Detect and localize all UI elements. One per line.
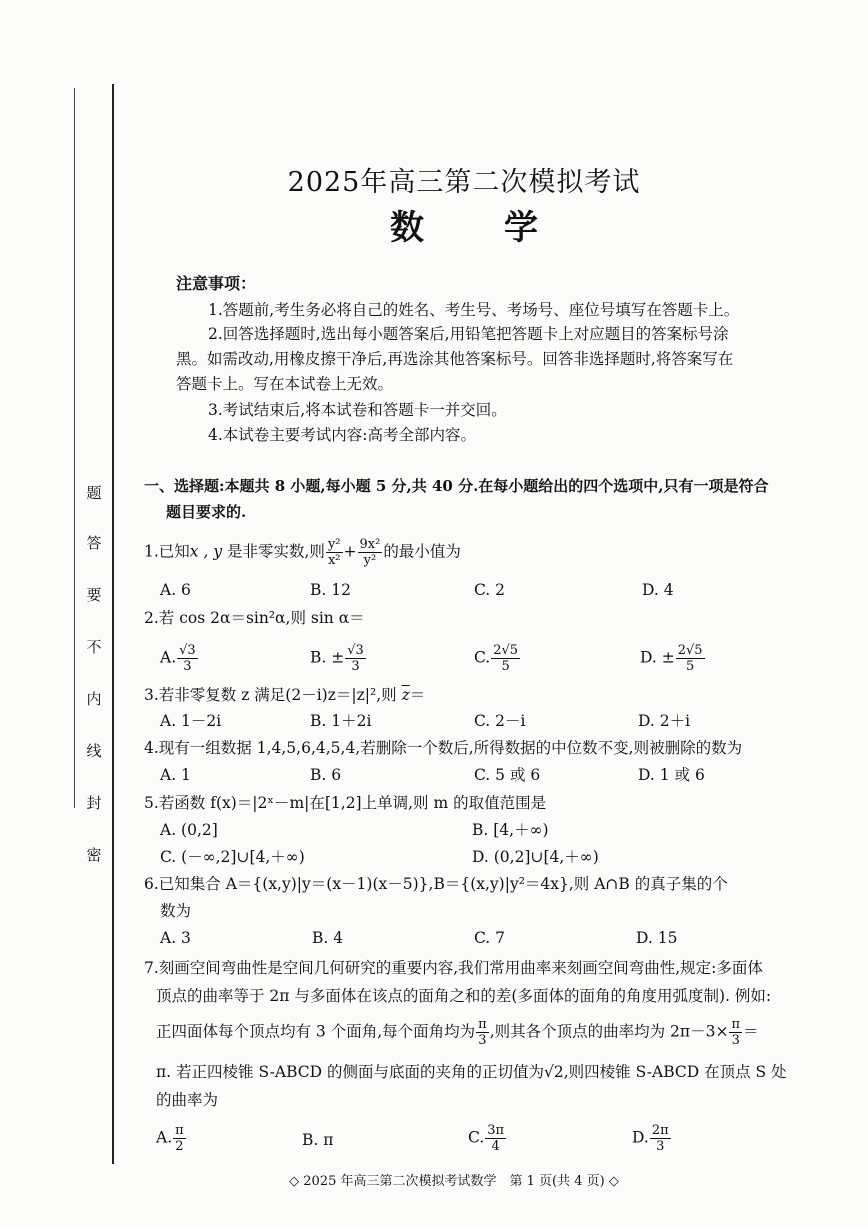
option-c: C. $\frac{3\pi}{4}$ bbox=[468, 1123, 505, 1154]
section-heading-cont: 题目要求的. bbox=[166, 503, 247, 521]
option-d: D. 4 bbox=[642, 581, 674, 599]
option-a: A. 3 bbox=[160, 929, 191, 947]
binding-char: 答 bbox=[86, 534, 102, 552]
fraction: $\frac{\text{y²}}{\text{x²}}$ bbox=[327, 537, 341, 568]
notice-line: 4.本试卷主要考试内容:高考全部内容。 bbox=[208, 426, 477, 444]
option-b: B. 4 bbox=[312, 929, 344, 947]
option-d: D. 1 或 6 bbox=[638, 766, 705, 784]
option-d: D. 2＋i bbox=[638, 712, 691, 730]
question-7-stem: 的曲率为 bbox=[156, 1091, 219, 1109]
option-b: B. 12 bbox=[310, 581, 351, 599]
option-a: A. (0,2] bbox=[160, 821, 218, 839]
binding-char: 题 bbox=[86, 484, 102, 502]
binding-char: 封 bbox=[86, 794, 102, 812]
option-c: C. (－∞,2]∪[4,＋∞) bbox=[160, 848, 305, 866]
question-4-stem: 4.现有一组数据 1,4,5,6,4,5,4,若删除一个数后,所得数据的中位数不变,则被删除的数为 bbox=[144, 739, 743, 757]
question-1-stem: 1.已知x , y 是非零实数,则 $\frac{\text{y²}}{\text{x²}}$ + $\frac{\text{9x²}}{\text{y²}}$ 的最小值为 bbox=[144, 537, 461, 568]
question-3-stem: 3.若非零复数 z 满足(2－i)z＝|z|²,则 $\overline{z}=$ bbox=[144, 686, 426, 704]
option-a: A. $\frac{\pi}{2}$ bbox=[156, 1123, 184, 1154]
option-b: B. ± $\frac{√3}{3}$ bbox=[310, 643, 364, 674]
notice-line: 2.回答选择题时,选出每小题答案后,用铅笔把答题卡上对应题目的答案标号涂 bbox=[208, 325, 729, 343]
subject-char: 数 bbox=[390, 208, 424, 248]
option-b: B. π bbox=[302, 1131, 334, 1149]
option-a: A. 1－2i bbox=[160, 712, 222, 730]
option-b: B. 6 bbox=[310, 766, 342, 784]
fraction: $\frac{\text{9x²}}{\text{y²}}$ bbox=[359, 537, 381, 568]
section-heading: 一、选择题:本题共 8 小题,每小题 5 分,共 40 分.在每小题给出的四个选项中,只有一项是符合 bbox=[144, 477, 769, 495]
option-b: B. [4,＋∞) bbox=[472, 821, 549, 839]
exam-title: 2025年高三第二次模拟考试 bbox=[287, 167, 641, 198]
question-6-stem: 6.已知集合 A＝{(x,y)|y＝(x－1)(x－5)},B＝{(x,y)|y²＝4x},则 A∩B 的真子集的个 bbox=[144, 875, 728, 893]
question-2-stem: 2.若 cos 2α＝sin²α,则 sin α＝ bbox=[144, 609, 365, 627]
option-d: D. (0,2]∪[4,＋∞) bbox=[472, 848, 599, 866]
binding-char: 要 bbox=[86, 586, 102, 604]
question-5-stem: 5.若函数 f(x)＝|2ˣ－m|在[1,2]上单调,则 m 的取值范围是 bbox=[144, 794, 547, 812]
question-7-stem: π. 若正四棱锥 S-ABCD 的侧面与底面的夹角的正切值为√2,则四棱锥 S-ABCD 在顶点 S 处 bbox=[156, 1063, 787, 1081]
subject-char: 学 bbox=[504, 208, 538, 248]
option-a: A. 1 bbox=[160, 766, 191, 784]
question-7-stem: 7.刻画空间弯曲性是空间几何研究的重要内容,我们常用曲率来刻画空间弯曲性,规定:多面体 bbox=[144, 959, 763, 977]
notice-line: 1.答题前,考生务必将自己的姓名、考生号、考场号、座位号填写在答题卡上。 bbox=[208, 301, 740, 319]
binding-char: 密 bbox=[86, 846, 102, 864]
binding-char: 内 bbox=[86, 690, 102, 708]
notice-heading: 注意事项： bbox=[176, 274, 257, 293]
option-c: C. 2 bbox=[474, 581, 506, 599]
binding-char: 线 bbox=[86, 742, 102, 760]
binding-char: 不 bbox=[86, 638, 102, 656]
page-footer: ◇ 2025 年高三第二次模拟考试数学 第 1 页(共 4 页) ◇ bbox=[289, 1174, 619, 1189]
option-c: C. 5 或 6 bbox=[474, 766, 541, 784]
option-c: C. 7 bbox=[474, 929, 506, 947]
subject-title bbox=[0, 200, 868, 249]
question-6-stem-cont: 数为 bbox=[160, 902, 192, 920]
question-7-stem: 顶点的曲率等于 2π 与多面体在该点的面角之和的差(多面体的面角的角度用弧度制). 例如: bbox=[156, 987, 772, 1005]
notice-line: 答题卡上。写在本试卷上无效。 bbox=[176, 375, 394, 393]
option-a: A. 6 bbox=[160, 581, 191, 599]
question-7-stem: 正四面体每个顶点均有 3 个面角,每个面角均为 $\frac{\pi}{3}$ ,则其各个顶点的曲率均为 2π－3× $\frac{\pi}{3}$ ＝ bbox=[156, 1017, 759, 1048]
option-d: D. $\frac{2\pi}{3}$ bbox=[632, 1123, 669, 1154]
option-d: D. 15 bbox=[636, 929, 678, 947]
notice-line: 黑。如需改动,用橡皮擦干净后,再选涂其他答案标号。回答非选择题时,将答案写在 bbox=[176, 350, 734, 368]
option-d: D. ± $\frac{2√5}{5}$ bbox=[640, 643, 703, 674]
option-c: C. 2－i bbox=[474, 712, 526, 730]
option-b: B. 1＋2i bbox=[310, 712, 372, 730]
notice-line: 3.考试结束后,将本试卷和答题卡一并交回。 bbox=[208, 401, 507, 419]
option-c: C. $\frac{2√5}{5}$ bbox=[474, 643, 519, 674]
option-a: A. $\frac{√3}{3}$ bbox=[160, 643, 196, 674]
